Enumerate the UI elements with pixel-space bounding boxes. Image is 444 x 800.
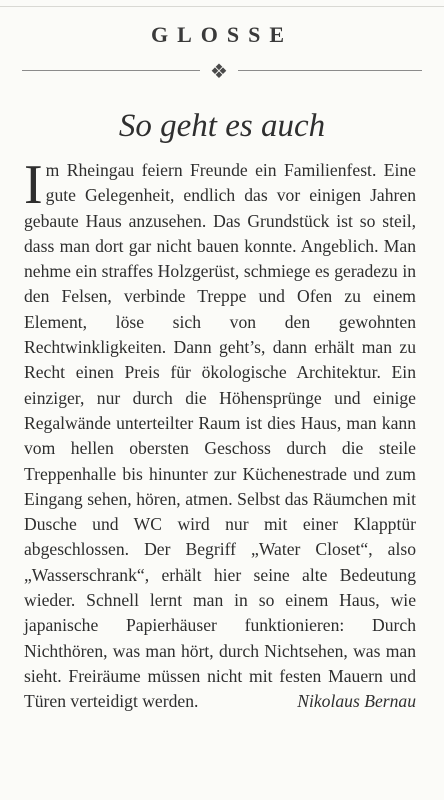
author-byline: Nikolaus Bernau <box>297 691 416 712</box>
divider-right <box>238 70 422 71</box>
body-paragraph <box>24 154 416 715</box>
drop-cap: I <box>24 154 43 216</box>
body-text: m Rheingau feiern Freunde ein Familienfest. Eine gute Gelegenheit, endlich das vor einigen Jahren gebaute Haus anzusehen. Das Grundstück ist so steil, dass man dort gar nicht bauen konnte. Angeblich. Man nehme ein straffes Holzgerüst, schmiege es geradezu in den Felsen, verbinde Treppe und Ofen zu einem Element, löse sich von den gewohnten Rechtwinkligkeiten. Dann geht’s, dann erhält man zu Recht einen Preis für ökologische Architektur. Ein einziger, nur durch die Höhensprünge und einige Regalwände unterteilter Raum ist dies Haus, man kann vom hellen obersten Geschoss durch die steile Treppenhalle bis hinunter zur Küchenestrade und zum Eingang sehen, hören, atmen. Selbst das Räumchen mit Dusche und WC wird nur mit einer Klapptür abgeschlossen. Der Begriff „Water Closet“, also „Wasserschrank“, erhält hier seine alte Bedeutung wieder. Schnell lernt man in so einem Haus, wie japanische Papierhäuser funktionieren: Durch Nichthören, was man hört, durch Nichtsehen, was man sieht. Freiräume müssen nicht mit festen Mauern und Türen verteidigt werden. <box>24 160 416 712</box>
article-headline: So geht es auch <box>118 108 326 144</box>
article-body <box>24 154 416 715</box>
divider-left <box>22 70 200 71</box>
ornament-icon: ❖ <box>210 59 228 83</box>
top-edge <box>0 0 444 7</box>
section-kicker: GLOSSE <box>150 22 294 47</box>
